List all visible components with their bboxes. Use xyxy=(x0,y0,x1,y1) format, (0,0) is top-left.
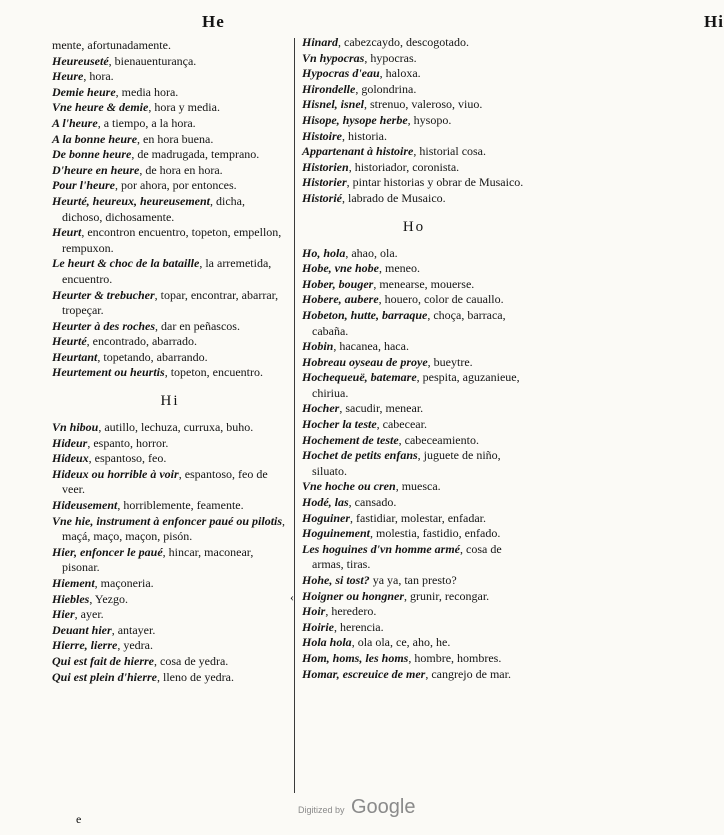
headword: Hocher la teste xyxy=(302,417,377,432)
translation: ya ya, tan presto? xyxy=(369,573,457,587)
signature-mark: e xyxy=(76,812,82,826)
headword: Heurter & trebucher xyxy=(52,287,155,302)
translation: , a tiempo, a la hora. xyxy=(97,115,196,130)
headword: Hideur xyxy=(52,435,88,450)
headword: Hoguiner xyxy=(302,510,351,525)
translation: , herencia. xyxy=(334,619,384,634)
headword: Ho, hola xyxy=(302,245,346,260)
headword: Heurter à des roches xyxy=(52,318,155,333)
translation: , bueytre. xyxy=(427,354,473,369)
translation: , autillo, lechuza, curruxa, buho. xyxy=(98,420,254,435)
translation: , golondrina. xyxy=(355,81,417,96)
headword: Hideux xyxy=(52,451,89,466)
dictionary-entry xyxy=(52,623,288,639)
translation: , yedra. xyxy=(117,638,153,653)
dictionary-entry xyxy=(302,82,526,98)
translation: , espantoso, feo de veer. xyxy=(62,466,268,497)
translation: , fastidiar, molestar, enfadar. xyxy=(350,510,486,525)
translation: , antayer. xyxy=(111,622,156,637)
translation: , cansado. xyxy=(348,495,397,510)
dictionary-entry xyxy=(52,38,288,54)
dictionary-entry xyxy=(302,542,526,573)
section-heading: Hi xyxy=(160,393,180,410)
dictionary-entry xyxy=(302,160,526,176)
headword: Hisope, hysope herbe xyxy=(302,112,408,127)
headword: Qui est plein d'hierre xyxy=(52,669,158,684)
translation: , muesca. xyxy=(395,479,441,494)
dictionary-entry xyxy=(52,334,288,350)
translation: , en hora buena. xyxy=(137,131,214,146)
translation: , hincar, maconear, pisonar. xyxy=(62,544,254,575)
headword: De bonne heure xyxy=(52,147,132,162)
headword: Hohe, si tost? xyxy=(302,573,370,587)
translation: , bienauenturança. xyxy=(108,53,197,68)
headword: Hoir xyxy=(302,604,326,619)
dictionary-entry xyxy=(52,85,288,101)
dictionary-entry xyxy=(52,638,288,654)
headword: Historien xyxy=(302,159,349,174)
translation: , labrado de Musaico. xyxy=(342,190,446,205)
dictionary-entry xyxy=(52,116,288,132)
dictionary-entry xyxy=(302,292,526,308)
translation: , Yezgo. xyxy=(89,591,128,606)
headword: Hom, homs, les homs xyxy=(302,650,409,665)
translation: , hysopo. xyxy=(407,112,452,127)
dictionary-entry xyxy=(52,147,288,163)
translation: , hypocras. xyxy=(364,50,417,65)
translation: , cangrejo de mar. xyxy=(425,666,511,681)
translation: , historial cosa. xyxy=(413,144,487,159)
translation: , topetando, abarrando. xyxy=(97,349,208,364)
dictionary-entry xyxy=(302,635,526,651)
translation: , la arremetida, encuentro. xyxy=(62,256,272,286)
dictionary-entry xyxy=(52,319,288,335)
headword: Hiement xyxy=(52,576,95,590)
right-entries xyxy=(302,35,526,682)
translation: , horriblemente, feamente. xyxy=(117,498,244,513)
running-head-left: He xyxy=(202,12,225,31)
headword: Hocher xyxy=(302,401,340,416)
headword: Demie heure xyxy=(52,84,116,99)
dictionary-entry xyxy=(52,54,288,70)
dictionary-entry xyxy=(302,277,526,293)
dictionary-entry xyxy=(302,370,526,401)
headword: Hobere, aubere xyxy=(302,292,379,307)
dictionary-entry xyxy=(302,51,526,67)
running-head-right: Hi xyxy=(704,12,724,31)
translation: , media hora. xyxy=(115,84,179,99)
headword: Hochement de teste xyxy=(302,432,399,447)
headword: A l'heure xyxy=(52,115,98,130)
translation: , espanto, horror. xyxy=(87,435,169,450)
dictionary-entry xyxy=(302,308,526,339)
translation: , cosa de yedra. xyxy=(154,653,229,668)
headword: Hier xyxy=(52,607,75,622)
dictionary-entry xyxy=(302,97,526,113)
translation: , de hora en hora. xyxy=(139,162,223,177)
headword: Heureuseté xyxy=(52,53,109,68)
headword: Hoirie xyxy=(302,619,334,634)
headword: Hodé, las xyxy=(302,495,349,510)
headword: Le heurt & choc de la bataille xyxy=(52,256,200,271)
dictionary-entry xyxy=(52,132,288,148)
dictionary-entry xyxy=(302,339,526,355)
dictionary-entry xyxy=(52,350,288,366)
translation: , choça, barraca, cabaña. xyxy=(312,307,506,338)
dictionary-entry xyxy=(52,256,288,287)
translation: , ayer. xyxy=(74,607,104,622)
translation: , espantoso, feo. xyxy=(88,451,167,466)
dictionary-entry xyxy=(52,225,288,256)
dictionary-entry xyxy=(302,479,526,495)
dictionary-entry xyxy=(52,545,288,576)
dictionary-entry xyxy=(302,604,526,620)
translation: , por ahora, por entonces. xyxy=(115,178,237,193)
translation: , lleno de yedra. xyxy=(157,669,234,684)
translation: , maçá, maço, maçon, pisón. xyxy=(62,513,286,544)
headword: Qui est fait de hierre xyxy=(52,653,154,668)
translation: , hombre, hombres. xyxy=(408,650,502,665)
dictionary-entry xyxy=(52,607,288,623)
section-heading: Ho xyxy=(402,218,426,235)
dictionary-entry xyxy=(52,365,288,381)
dictionary-entry xyxy=(302,433,526,449)
headword: Hisnel, isnel xyxy=(302,97,365,112)
dictionary-entry xyxy=(302,401,526,417)
dictionary-entry xyxy=(302,113,526,129)
dictionary-entry xyxy=(302,246,526,262)
dictionary-entry xyxy=(302,66,526,82)
translation: , cabeceamiento. xyxy=(398,432,479,447)
translation: , pespita, aguzanieue, chiriua. xyxy=(312,370,520,400)
translation: , de madrugada, temprano. xyxy=(131,147,260,162)
headword: Hirondelle xyxy=(302,81,356,96)
translation: , historia. xyxy=(342,128,388,143)
translation: , encontron encuentro, topeton, empellon, rempuxon. xyxy=(62,225,282,255)
headword: Vne hie, instrument à enfoncer paué ou pilotis xyxy=(52,513,283,528)
headword: Heurté xyxy=(52,334,87,349)
translation: , cabezcaydo, descogotado. xyxy=(338,35,469,49)
dictionary-entry xyxy=(302,573,526,589)
translation: , haloxa. xyxy=(379,66,421,81)
dictionary-entry xyxy=(52,670,288,686)
dictionary-entry xyxy=(52,420,288,436)
translation: , cosa de armas, tiras. xyxy=(312,541,502,572)
dictionary-entry xyxy=(52,194,288,225)
headword: D'heure en heure xyxy=(52,162,140,177)
dictionary-entry xyxy=(302,175,526,191)
dictionary-entry xyxy=(302,355,526,371)
translation: , hora y media. xyxy=(148,100,220,115)
digitized-footer xyxy=(298,796,415,819)
headword: Hierre, lierre xyxy=(52,638,118,653)
translation: , menearse, mouerse. xyxy=(373,276,475,291)
translation: , historiador, coronista. xyxy=(348,159,460,174)
headword: Vn hibou xyxy=(52,420,99,435)
translation: , strenuo, valeroso, viuo. xyxy=(364,97,483,112)
dictionary-entry xyxy=(302,35,526,51)
dictionary-entry xyxy=(302,526,526,542)
headword: Heurt xyxy=(52,225,82,240)
headword: Hobin xyxy=(302,339,334,354)
translation: , maçoneria. xyxy=(94,576,154,590)
headword: Hiebles xyxy=(52,591,90,606)
dictionary-entry xyxy=(52,654,288,670)
dictionary-entry xyxy=(52,69,288,85)
dictionary-entry xyxy=(302,511,526,527)
translation: , houero, color de cauallo. xyxy=(378,292,504,307)
dictionary-entry xyxy=(302,495,526,511)
headword: Hideux ou horrible à voir xyxy=(52,466,179,481)
dictionary-entry xyxy=(302,144,526,160)
headword: Heurtement ou heurtis xyxy=(52,365,165,380)
dictionary-entry xyxy=(302,589,526,605)
dictionary-entry xyxy=(52,436,288,452)
headword: Heure xyxy=(52,69,84,84)
translation: , heredero. xyxy=(325,604,377,619)
dictionary-entry xyxy=(302,417,526,433)
translation: , dicha, dichoso, dichosamente. xyxy=(62,193,246,224)
headword: Hideusement xyxy=(52,498,118,513)
headword: Hobreau oyseau de proye xyxy=(302,354,428,369)
translation: , pintar historias y obrar de Musaico. xyxy=(346,175,524,190)
dictionary-entry xyxy=(52,576,288,592)
dictionary-entry xyxy=(52,288,288,319)
headword: Hochequeuë, batemare xyxy=(302,370,417,385)
dictionary-entry xyxy=(52,514,288,545)
dictionary-entry xyxy=(52,498,288,514)
dictionary-entry xyxy=(302,261,526,277)
headword: Hochet de petits enfans xyxy=(302,448,418,463)
headword: Appartenant à histoire xyxy=(302,144,414,159)
translation: , sacudir, menear. xyxy=(339,401,424,416)
dictionary-entry xyxy=(52,467,288,498)
translation: , topeton, encuentro. xyxy=(164,365,263,380)
translation: , dar en peñascos. xyxy=(155,318,240,333)
translation: , cabecear. xyxy=(376,417,427,432)
headword: Les hoguines d'vn homme armé xyxy=(302,541,461,556)
dictionary-entry xyxy=(52,163,288,179)
dictionary-entry xyxy=(302,620,526,636)
headword: Historié xyxy=(302,190,343,205)
translation: , meneo. xyxy=(379,261,420,276)
headword: Histoire xyxy=(302,128,343,143)
headword: Vne hoche ou cren xyxy=(302,479,396,494)
dictionary-entry xyxy=(52,592,288,608)
left-entries xyxy=(52,38,288,685)
headword: Hier, enfoncer le paué xyxy=(52,544,163,559)
translation: , grunir, recongar. xyxy=(404,588,490,603)
translation: , ola ola, ce, aho, he. xyxy=(351,635,451,650)
margin-mark: ‹ xyxy=(290,590,294,604)
headword: Heurtant xyxy=(52,349,98,364)
dictionary-entry xyxy=(302,667,526,683)
headword: Hoigner ou hongner xyxy=(302,588,405,603)
translation: , encontrado, abarrado. xyxy=(86,334,197,349)
translation: , ahao, ola. xyxy=(345,245,398,260)
dictionary-entry xyxy=(52,451,288,467)
headword: Hinard xyxy=(302,35,339,49)
google-logo: Google xyxy=(350,796,416,818)
translation: , topar, encontrar, abarrar, tropeçar. xyxy=(62,287,279,318)
headword: Deuant hier xyxy=(52,622,112,637)
dictionary-entry xyxy=(52,100,288,116)
translation: , juguete de niño, siluato. xyxy=(312,448,501,478)
headword: Hola hola xyxy=(302,635,352,650)
headword: Vne heure & demie xyxy=(52,100,149,115)
headword: Hoguinement xyxy=(302,526,371,541)
translation: , hacanea, haca. xyxy=(333,339,409,354)
headword: Heurté, heureux, heureusement xyxy=(52,193,211,208)
headword: Hypocras d'eau xyxy=(302,66,380,81)
column-divider xyxy=(294,38,295,793)
dictionary-entry xyxy=(302,191,526,207)
headword: Pour l'heure xyxy=(52,178,116,193)
headword: Hobe, vne hobe xyxy=(302,261,379,276)
translation: , hora. xyxy=(83,69,114,84)
translation: mente, afortunadamente. xyxy=(52,38,171,52)
dictionary-entry xyxy=(52,178,288,194)
translation: , molestia, fastidio, enfado. xyxy=(370,526,501,541)
dictionary-entry xyxy=(302,129,526,145)
headword: Hober, bouger xyxy=(302,276,374,291)
headword: Historier xyxy=(302,175,347,190)
headword: A la bonne heure xyxy=(52,131,138,146)
headword: Homar, escreuice de mer xyxy=(302,666,426,681)
headword: Vn hypocras xyxy=(302,50,365,65)
digitized-label: Digitized by xyxy=(298,805,345,815)
dictionary-entry xyxy=(302,651,526,667)
dictionary-entry xyxy=(302,448,526,479)
headword: Hobeton, hutte, barraque xyxy=(302,307,428,322)
